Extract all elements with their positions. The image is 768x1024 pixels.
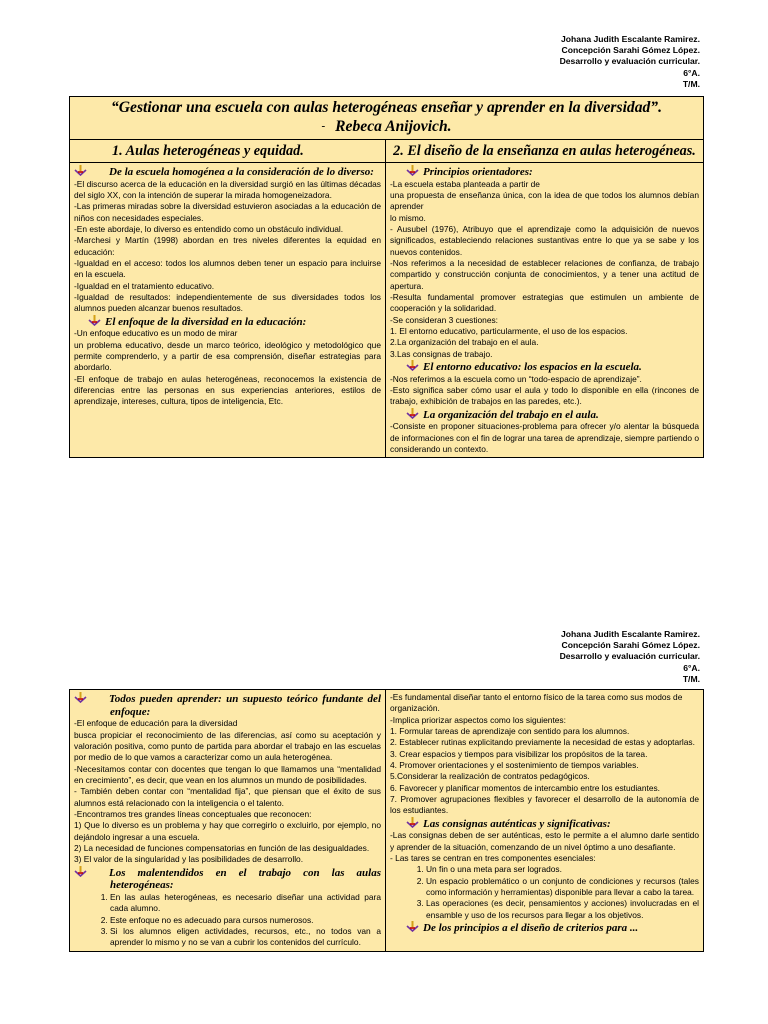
paragraph: -Nos referimos a la necesidad de establecer relaciones de confianza, de trabajo compartido y construcción conjunta de conocimientos, y a tener una actitud de apertura. [390, 258, 699, 291]
paragraph: -En este abordaje, lo diverso es entendido como un obstáculo individual. [74, 223, 344, 234]
left-column [70, 163, 386, 458]
section-heading-2: 2. El diseño de la enseñanza en aulas heterogéneas. [386, 140, 704, 163]
paragraph: -Igualdad en el tratamiento educativo. [74, 280, 215, 291]
header-line: Desarrollo y evaluación curricular. [559, 651, 700, 662]
paragraph: -Implica priorizar aspectos como los siguientes: [390, 714, 566, 725]
paragraph: 2. Establecer rutinas explicitando previamente la necesidad de estas y adoptarlas. [390, 737, 695, 748]
right-column [386, 163, 704, 458]
subheading: El enfoque de la diversidad en la educación: [74, 315, 381, 329]
author-header [560, 34, 700, 90]
arrow-bullet-icon [406, 360, 419, 371]
paragraph: - Las tares se centran en tres componentes esenciales: [390, 853, 596, 864]
list-item: 2. Un espacio problemático o un conjunto de condiciones y recursos (tales como información y herramientas) disponible para llevar a cabo la tarea. [426, 876, 699, 899]
paragraph: -Resulta fundamental promover estrategias que estimulen un ambiente de cooperación y la solidaridad. [390, 292, 699, 314]
header-line: Desarrollo y evaluación curricular. [559, 56, 700, 67]
paragraph: - Ausubel (1976), Atribuyo que el aprendizaje como la adquisición de nuevos significados, estableciendo relaciones sustantivas entre lo que ya se sabe y los nuevos contenidos. [390, 223, 699, 257]
paragraph: lo mismo. [390, 212, 426, 223]
list-item: 1. En las aulas heterogéneas, es necesario diseñar una actividad para cada alumno. [110, 892, 381, 915]
paragraph: 2) La necesidad de funciones compensatorias en función de las desigualdades. [74, 842, 370, 853]
paragraph: -Las primeras miradas sobre la diversidad estuvieron asociadas a la educación de niños con necesidades especiales. [74, 201, 381, 223]
arrow-bullet-icon [92, 165, 105, 176]
paragraph: una propuesta de enseñanza única, con la idea de que todos los alumnos debían aprender [390, 189, 699, 212]
header-line: 6°A. [683, 662, 700, 673]
author-dash: - [321, 120, 326, 132]
paragraph: -Necesitamos contar con docentes que tengan lo que llamamos una “mentalidad en crecimiento”, es decir, que vean en los alumnos un mundo de posibilidades. [74, 763, 381, 785]
subheading: Todos pueden aprender: un supuesto teórico fundante del enfoque: [74, 692, 381, 718]
header-line: Concepción Sarahi Gómez López. [561, 640, 700, 651]
arrow-bullet-icon [88, 315, 101, 326]
paragraph: -Marchesi y Martín (1998) abordan en tres niveles diferentes la equidad en educación: [74, 235, 381, 257]
paragraph: 1. Formular tareas de aprendizaje con sentido para los alumnos. [390, 726, 630, 737]
left-column [70, 690, 386, 952]
author-name: Rebeca Anijovich. [335, 118, 452, 135]
paragraph: 3. Crear espacios y tiempos para visibilizar los propósitos de la tarea. [390, 748, 648, 759]
subheading: Principios orientadores: [390, 165, 699, 179]
paragraph: un problema educativo, desde un marco teórico, ideológico y metodológico que permite comprenderlo, y a partir de esa comprensión, diseñar estrategias para abordarlo. [74, 339, 381, 373]
list-item: 3. Si los alumnos eligen actividades, recursos, etc., no todos van a aprender lo mismo y no se van a cubrir los contenidos del currículo. [110, 926, 381, 949]
list-item: 2. Este enfoque no es adecuado para cursos numerosos. [110, 915, 381, 926]
paragraph: -Esto significa saber cómo usar el aula y todo lo disponible en ella (rincones de trabajo, exhibición de trabajos en las paredes, etc.). [390, 385, 699, 407]
arrow-bullet-icon [92, 692, 105, 703]
paragraph: -La escuela estaba planteada a partir de [390, 178, 540, 189]
summary-table-continued [69, 689, 704, 952]
author-line [74, 117, 699, 136]
paragraph: -El discurso acerca de la educación en la diversidad surgió en las últimas décadas del siglo XX, con la intención de superar la mirada homogeneizadora. [74, 178, 381, 200]
header-line: Johana Judith Escalante Ramirez. [561, 629, 700, 639]
paragraph: 4. Promover orientaciones y el sostenimiento de tiempos variables. [390, 760, 639, 771]
arrow-bullet-icon [406, 408, 419, 419]
paragraph: -Un enfoque educativo es un modo de mirar [74, 328, 238, 339]
paragraph: 3.Las consignas de trabajo. [390, 348, 493, 359]
header-line: Concepción Sarahi Gómez López. [561, 45, 700, 56]
paragraph: 7. Promover agrupaciones flexibles y favorecer el desarrollo de la autonomía de los estudiantes. [390, 794, 699, 816]
list-item: 1. Un fin o una meta para ser logrados. [426, 864, 699, 875]
arrow-bullet-icon [92, 866, 105, 877]
paragraph: 3) El valor de la singularidad y las posibilidades de desarrollo. [74, 854, 304, 865]
right-column [386, 690, 704, 952]
paragraph: busca propiciar el reconocimiento de las diferencias, así como su aceptación y valoración positiva, como punto de partida para abordar el trabajo en las escuelas por medio de lo que vamos a caracterizar como un aula heterogénea. [74, 729, 381, 763]
paragraph: - También deben contar con “mentalidad fija”, que piensan que el éxito de sus alumnos está relacionado con la inteligencia o el talento. [74, 786, 381, 808]
paragraph: 1) Que lo diverso es un problema y hay que corregirlo o excluirlo, por ejemplo, no dejándolo ingresar a una escuela. [74, 820, 381, 842]
header-line: Johana Judith Escalante Ramirez. [561, 34, 700, 44]
subheading: La organización del trabajo en el aula. [390, 408, 699, 422]
paragraph: -Encontramos tres grandes líneas conceptuales que reconocen: [74, 808, 312, 819]
arrow-bullet-icon [406, 921, 419, 932]
paragraph: -Las consignas deben de ser auténticas, esto le permite a el alumno darle sentido y aprender de la situación, comenzando de un nivel óptimo a uno desafiante. [390, 830, 699, 852]
subheading: Los malentendidos en el trabajo con las aulas heterogéneas: [74, 866, 381, 892]
section-heading-1: 1. Aulas heterogéneas y equidad. [70, 140, 386, 163]
header-line: T/M. [682, 673, 700, 684]
subheading: Las consignas auténticas y significativas: [390, 817, 699, 831]
document-title: “Gestionar una escuela con aulas heterogéneas enseñar y aprender en la diversidad”. [111, 99, 662, 116]
paragraph: -Es fundamental diseñar tanto el entorno físico de la tarea como sus modos de organización. [390, 692, 683, 714]
paragraph: -Consiste en proponer situaciones-problema para ofrecer y/o alentar la búsqueda de informaciones con el fin de lograr una tarea de aprendizaje, siempre partiendo o considerando un contexto. [390, 421, 699, 454]
paragraph: 5.Considerar la realización de contratos pedagógicos. [390, 771, 590, 782]
components-list [390, 864, 699, 921]
paragraph: -Igualdad de resultados: independientemente de sus diversidades todos los alumnos pueden alcanzar buenos resultados. [74, 292, 381, 314]
header-line: T/M. [682, 78, 700, 89]
summary-table [69, 96, 704, 458]
paragraph: -El enfoque de trabajo en aulas heterogéneas, reconocemos la existencia de diferencias entre las personas en sus experiencias anteriores, estilos de aprendizaje, intereses, cultura, tipos de inteligencia, Etc. [74, 373, 381, 407]
author-header [560, 629, 700, 685]
paragraph: -Igualdad en el acceso: todos los alumnos deben tener un espacio para incluirse en la escuela. [74, 258, 381, 280]
paragraph: 1. El entorno educativo, particularmente, el uso de los espacios. [390, 326, 628, 337]
paragraph: -Nos referimos a la escuela como un “todo-espacio de aprendizaje”. [390, 373, 642, 384]
document-title-cell [70, 97, 704, 140]
subheading: De la escuela homogénea a la consideración de lo diverso: [74, 165, 381, 179]
arrow-bullet-icon [406, 165, 419, 176]
subheading: De los principios a el diseño de criterios para ... [390, 921, 699, 935]
arrow-bullet-icon [406, 817, 419, 828]
misunderstandings-list [74, 892, 381, 949]
header-line: 6°A. [683, 67, 700, 78]
paragraph: -Se consideran 3 cuestiones: [390, 314, 499, 325]
paragraph: 2.La organización del trabajo en el aula. [390, 337, 539, 348]
paragraph: 6. Favorecer y planificar momentos de intercambio entre los estudiantes. [390, 782, 660, 793]
subheading: El entorno educativo: los espacios en la escuela. [390, 360, 699, 374]
list-item: 3. Las operaciones (es decir, pensamientos y acciones) involucradas en el ensamble y uso de los recursos para llegar a los objetivos. [426, 898, 699, 921]
paragraph: -El enfoque de educación para la diversidad [74, 718, 238, 729]
